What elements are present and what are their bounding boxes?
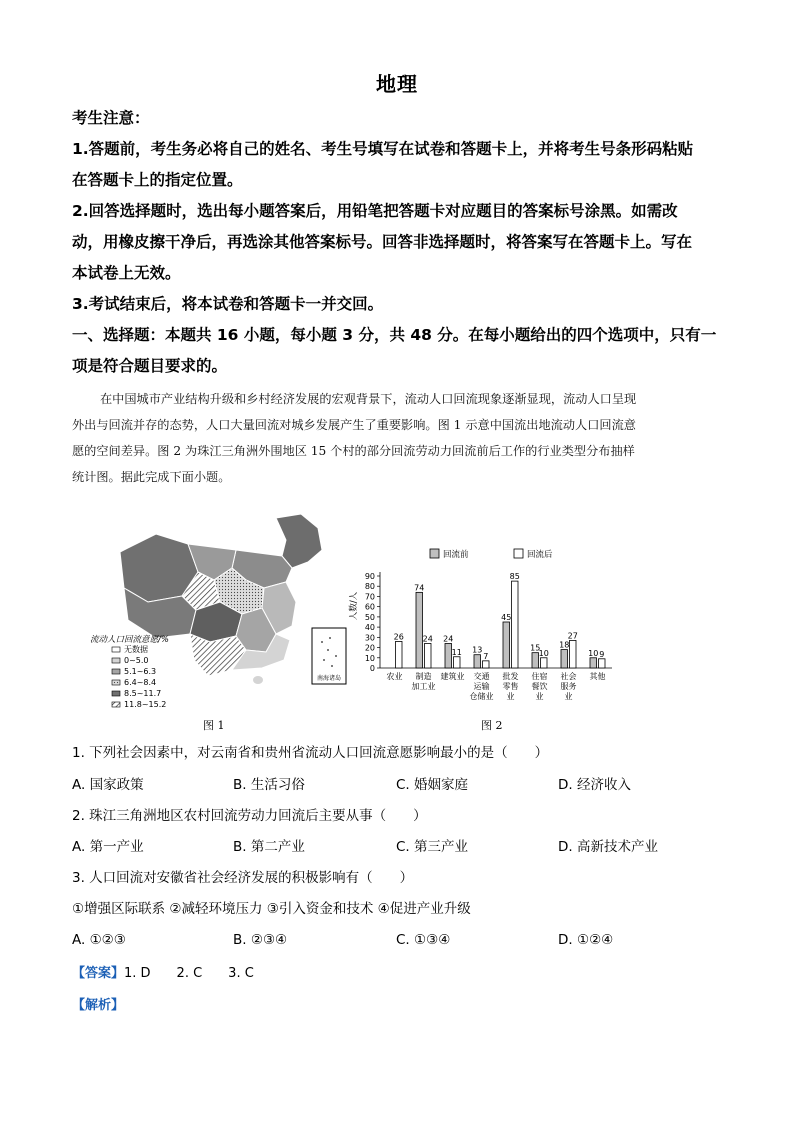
notice-line: 本试卷上无效。 (72, 264, 181, 282)
bar-before (445, 643, 452, 668)
question-1-option-d[interactable]: D. 经济收入 (558, 777, 631, 793)
data-label: 18 (559, 640, 570, 650)
map-legend-title: 流动人口回流意愿/% (90, 635, 169, 645)
notice-line: 动，用橡皮擦干净后，再选涂其他答案标号。回答非选择题时，将答案写在答题卡上。写在 (72, 233, 693, 251)
map-legend (90, 634, 169, 709)
y-tick-label: 50 (364, 612, 375, 622)
question-1-option-b[interactable]: B. 生活习俗 (233, 777, 305, 793)
answer-text: 1. D 2. C 3. C (124, 966, 254, 981)
figure-2-chart (344, 540, 622, 712)
y-tick-label: 60 (364, 602, 375, 612)
section-heading: 一、选择题：本题共 16 小题，每小题 3 分，共 48 分。在每小题给出的四个选项中，只有一 (72, 326, 717, 344)
map-region-hainan (253, 676, 263, 684)
question-3-statements: ①增强区际联系 ②减轻环境压力 ③引入资金和技术 ④促进产业升级 (72, 901, 471, 917)
section-heading: 项是符合题目要求的。 (72, 357, 228, 375)
data-label: 74 (414, 583, 425, 593)
bar-after (454, 657, 461, 668)
bar-after (425, 643, 432, 668)
question-1-stem: 1. 下列社会因素中，对云南省和贵州省流动人口回流意愿影响最小的是（ ） (72, 745, 549, 761)
x-tick-label: 运输 (473, 682, 490, 691)
x-tick-label: 批发 (502, 672, 519, 681)
bar-before (474, 655, 481, 668)
data-label: 24 (422, 634, 433, 644)
intro-line: 在中国城市产业结构升级和乡村经济发展的宏观背景下，流动人口回流现象逐渐显现，流动人口呈现 (100, 392, 637, 406)
data-label: 10 (538, 648, 549, 658)
answer-line (72, 962, 254, 981)
notice-line: 3.考试结束后，将本试卷和答题卡一并交回。 (72, 295, 384, 313)
bar-before (532, 653, 539, 668)
notice-line: 1.答题前，考生务必将自己的姓名、考生号填写在试卷和答题卡上，并将考生号条形码粘贴 (72, 140, 694, 158)
map-inset-label: 南海诸岛 (316, 675, 342, 682)
data-label: 10 (588, 648, 599, 658)
bar-after (570, 640, 577, 668)
y-tick-label: 10 (364, 653, 375, 663)
question-3-option-d[interactable]: D. ①②④ (558, 932, 614, 948)
notice-line: 在答题卡上的指定位置。 (72, 171, 243, 189)
question-3-option-a[interactable]: A. ①②③ (72, 932, 126, 948)
data-label: 85 (509, 572, 520, 582)
y-tick-label: 20 (364, 643, 375, 653)
map-legend-item: 11.8~15.2 (124, 700, 167, 709)
analysis-line (72, 994, 124, 1013)
y-tick-label: 40 (364, 623, 375, 633)
y-tick-label: 90 (364, 572, 375, 581)
bar-after (512, 581, 519, 668)
map-legend-item: 无数据 (124, 645, 148, 654)
map-legend-item: 0~5.0 (124, 656, 149, 665)
question-3-stem: 3. 人口回流对安徽省社会经济发展的积极影响有（ ） (72, 870, 414, 886)
x-tick-label: 服务 (560, 682, 577, 691)
question-2-option-d[interactable]: D. 高新技术产业 (558, 839, 658, 855)
question-3-option-b[interactable]: B. ②③④ (233, 932, 288, 948)
question-1-option-a[interactable]: A. 国家政策 (72, 777, 144, 793)
data-label: 24 (443, 634, 454, 644)
x-tick-label: 餐饮 (531, 682, 548, 691)
x-tick-label: 农业 (386, 672, 403, 681)
x-tick-label: 业 (506, 692, 515, 701)
data-label: 13 (472, 645, 483, 655)
intro-line: 统计图。据此完成下面小题。 (72, 470, 231, 484)
y-tick-label: 30 (364, 633, 375, 643)
x-tick-label: 零售 (502, 682, 519, 691)
bar-before (503, 622, 510, 668)
question-2-stem: 2. 珠江三角洲地区农村回流劳动力回流后主要从事（ ） (72, 808, 427, 824)
bar-after (541, 658, 548, 668)
legend-swatch (514, 549, 523, 558)
question-1-option-c[interactable]: C. 婚姻家庭 (396, 777, 469, 793)
bar-before (416, 592, 423, 668)
data-label: 26 (393, 632, 404, 642)
legend-swatch (430, 549, 439, 558)
data-label: 27 (567, 631, 578, 641)
legend-label: 回流前 (443, 550, 469, 560)
analysis-label: 【解析】 (72, 998, 125, 1013)
question-2-option-c[interactable]: C. 第三产业 (396, 839, 469, 855)
x-tick-label: 建筑业 (440, 672, 465, 681)
notice-heading: 考生注意： (72, 109, 150, 127)
answer-label: 【答案】 (72, 966, 125, 981)
bar-after (599, 659, 606, 668)
x-tick-label: 制造 (415, 672, 432, 681)
y-tick-label: 70 (364, 592, 375, 602)
x-tick-label: 住宿 (531, 672, 548, 681)
question-2-option-b[interactable]: B. 第二产业 (233, 839, 305, 855)
x-tick-label: 业 (535, 692, 544, 701)
y-axis-label: 人数/人 (349, 591, 359, 621)
notice-line: 2.回答选择题时，选出每小题答案后，用铅笔把答题卡对应题目的答案标号涂黑。如需改 (72, 202, 678, 220)
x-tick-label: 其他 (589, 672, 606, 681)
map-legend-item: 5.1~6.3 (124, 667, 157, 676)
x-tick-label: 业 (564, 692, 573, 701)
data-label: 45 (501, 613, 512, 622)
map-legend-item: 8.5~11.7 (124, 689, 162, 698)
bar-before (561, 650, 568, 668)
figure-1-map (86, 510, 356, 710)
data-label: 11 (451, 647, 462, 657)
data-label: 15 (530, 643, 541, 653)
bar-after (396, 641, 403, 668)
intro-line: 外出与回流并存的态势，人口大量回流对城乡发展产生了重要影响。图 1 示意中国流出地流动人口回流意 (72, 418, 636, 432)
x-tick-label: 加工业 (411, 682, 436, 691)
question-2-option-a[interactable]: A. 第一产业 (72, 839, 144, 855)
data-label: 7 (483, 651, 489, 661)
data-label: 9 (599, 649, 605, 659)
figure-1-caption: 图 1 (203, 719, 225, 732)
x-tick-label: 仓储业 (469, 692, 494, 701)
question-3-option-c[interactable]: C. ①③④ (396, 932, 451, 948)
y-tick-label: 0 (369, 664, 375, 673)
y-tick-label: 80 (364, 582, 375, 592)
x-tick-label: 社会 (560, 672, 577, 681)
x-tick-label: 交通 (473, 672, 490, 681)
bar-before (590, 658, 597, 668)
map-legend-item: 6.4~8.4 (124, 678, 157, 687)
bar-after (483, 661, 490, 668)
legend-label: 回流后 (527, 550, 553, 560)
page-title: 地理 (376, 72, 418, 96)
intro-line: 愿的空间差异。图 2 为珠江三角洲外围地区 15 个村的部分回流劳动力回流前后工作的行业类型分布抽样 (72, 444, 635, 458)
figure-2-caption: 图 2 (481, 719, 503, 732)
